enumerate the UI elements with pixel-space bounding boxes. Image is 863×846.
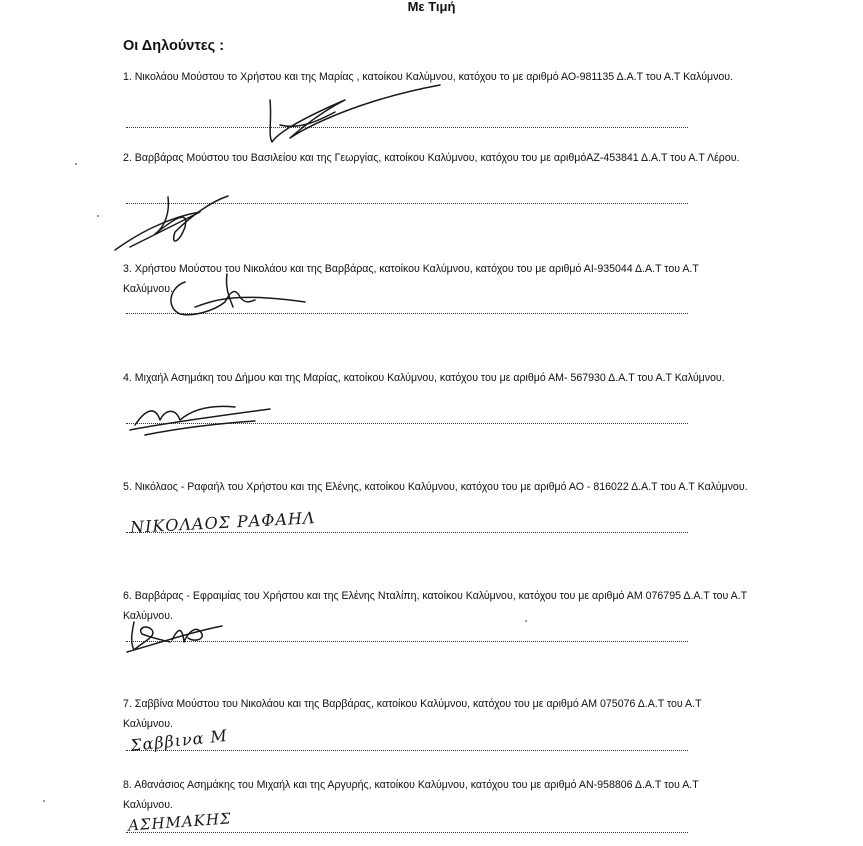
declarant-entry-4: 4. Μιχαήλ Ασημάκη του Δήμου και της Μαρίας, κατοίκου Καλύμνου, κατόχου του με αριθμό ΑΜ- 567930 Δ.Α.Τ του Α.Τ Καλύμνου. xyxy=(123,372,725,384)
declarant-entry-8: 8. Αθανάσιος Ασημάκης του Μιχαήλ και της Αργυρής, κατοίκου Καλύμνου, κατόχου του με αριθμό ΑΝ-958806 Δ.Α.Τ του Α.Τ Καλύμνου. xyxy=(123,779,699,811)
declarant-entry-2: 2. Βαρβάρας Μούστου του Βασιλείου και της Γεωργίας, κατοίκου Καλύμνου, κατόχου του με αριθμόΑΖ-453841 Δ.Α.Τ του Α.Τ Λέρου. xyxy=(123,152,740,164)
signature-7: Σαββινα Μ xyxy=(129,725,229,756)
declarant-entry-3: 3. Χρήστου Μούστου του Νικολάου και της Βαρβάρας, κατοίκου Καλύμνου, κατόχου του με αριθμό ΑΙ-935044 Δ.Α.Τ του Α.Τ Καλύμνου. xyxy=(123,263,699,295)
signature-line-7 xyxy=(126,750,688,751)
signature-6 xyxy=(122,612,232,657)
signature-3 xyxy=(155,262,315,322)
declarant-entry-6: 6. Βαρβάρας - Εφραιμίας του Χρήστου και της Ελένης Νταλίπη, κατοίκου Καλύμνου, κατόχου του με αριθμό ΑΜ 076795 Δ.Α.Τ του Α.Τ Καλύμνου. xyxy=(123,590,747,622)
scan-speck xyxy=(97,215,99,217)
scan-speck xyxy=(525,620,527,622)
declarants-heading: Οι Δηλούντες : xyxy=(123,38,225,54)
scan-speck xyxy=(43,800,45,802)
signature-2 xyxy=(110,192,240,257)
declarant-entry-7: 7. Σαββίνα Μούστου του Νικολάου και της Βαρβάρας, κατοίκου Καλύμνου, κατόχου του με αριθμό ΑΜ 075076 Δ.Α.Τ του Α.Τ Καλύμνου. xyxy=(123,698,702,730)
signature-5: ΝΙΚΟΛΑΟΣ ΡΑΦΑΗΛ xyxy=(129,508,316,537)
closing-salutation: Με Τιμή xyxy=(407,0,456,14)
scan-speck xyxy=(75,163,77,165)
declarant-entry-1: 1. Νικολάου Μούστου το Χρήστου και της Μαρίας , κατοίκου Καλύμνου, κατόχου το με αριθμό ΑΟ-981135 Δ.Α.Τ του Α.Τ Καλύμνου. xyxy=(123,71,734,83)
signature-8: ΑΣΗΜΑΚΗΣ xyxy=(127,809,233,835)
signature-1 xyxy=(250,80,450,150)
declarant-entry-5: 5. Νικόλαος - Ραφαήλ του Χρήστου και της Ελένης, κατοίκου Καλύμνου, κατόχου του με αριθμό ΑΟ - 816022 Δ.Α.Τ του Α.Τ Καλύμνου. xyxy=(123,481,748,493)
signature-line-8 xyxy=(126,832,688,833)
signature-4 xyxy=(125,395,285,440)
